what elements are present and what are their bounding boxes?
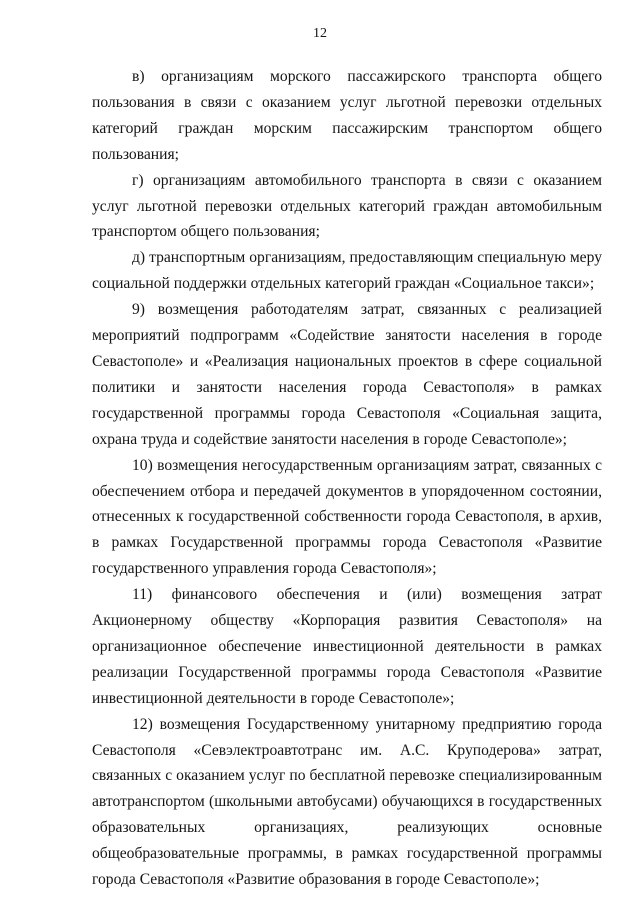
page-number: 12 [313,26,327,41]
paragraph-v: в) организациям морского пассажирского транспорта общего пользования в связи с оказанием услуг льготной перевозки отдельных категорий граждан морским пассажирским транспортом общего пользования; [92,68,602,163]
paragraph-10: 10) возмещения негосударственным организациям затрат, связанных с обеспечением отбора и передачей документов в упорядоченном состоянии, отнесенных к государственной собственности города Севастополя, в архив, в рамках Государственной программы города Севастополя «Развитие государственного управления города Севастополя»; [92,456,602,578]
paragraph-11: 11) финансового обеспечения и (или) возмещения затрат Акционерному обществу «Корпорация развития Севастополя» на организационное обеспечение инвестиционной деятельности в рамках реализации Государственной программы города Севастополя «Развитие инвестиционной деятельности в городе Севастополе»; [92,586,602,707]
paragraph-9: 9) возмещения работодателям затрат, связанных с реализацией мероприятий подпрограмм «Содействие занятости населения в городе Севастополе» и «Реализация национальных проектов в сфере социальной политики и занятости населения города Севастополя» в рамках государственной программы города Севастополя «Социальная защита, охрана труда и содействие занятости населения в городе Севастополе»; [92,301,602,448]
document-body [92,64,602,893]
paragraph-12: 12) возмещения Государственному унитарному предприятию города Севастополя «Севэлектроавтотранс им. А.С. Круподерова» затрат, связанных с оказанием услуг по бесплатной перевозке специализированным автотранспортом (школьными автобусами) обучающихся в государственных образовательных организациях, реализующих основные общеобразовательные программы, в рамках государственной программы города Севастополя «Развитие образования в городе Севастополе»; [92,715,602,889]
paragraph-d: д) транспортным организациям, предоставляющим специальную меру социальной поддержки отдельных категорий граждан «Социальное такси»; [92,249,602,293]
paragraph-g: г) организациям автомобильного транспорта в связи с оказанием услуг льготной перевозки отдельных категорий граждан автомобильным транспортом общего пользования; [92,171,602,241]
